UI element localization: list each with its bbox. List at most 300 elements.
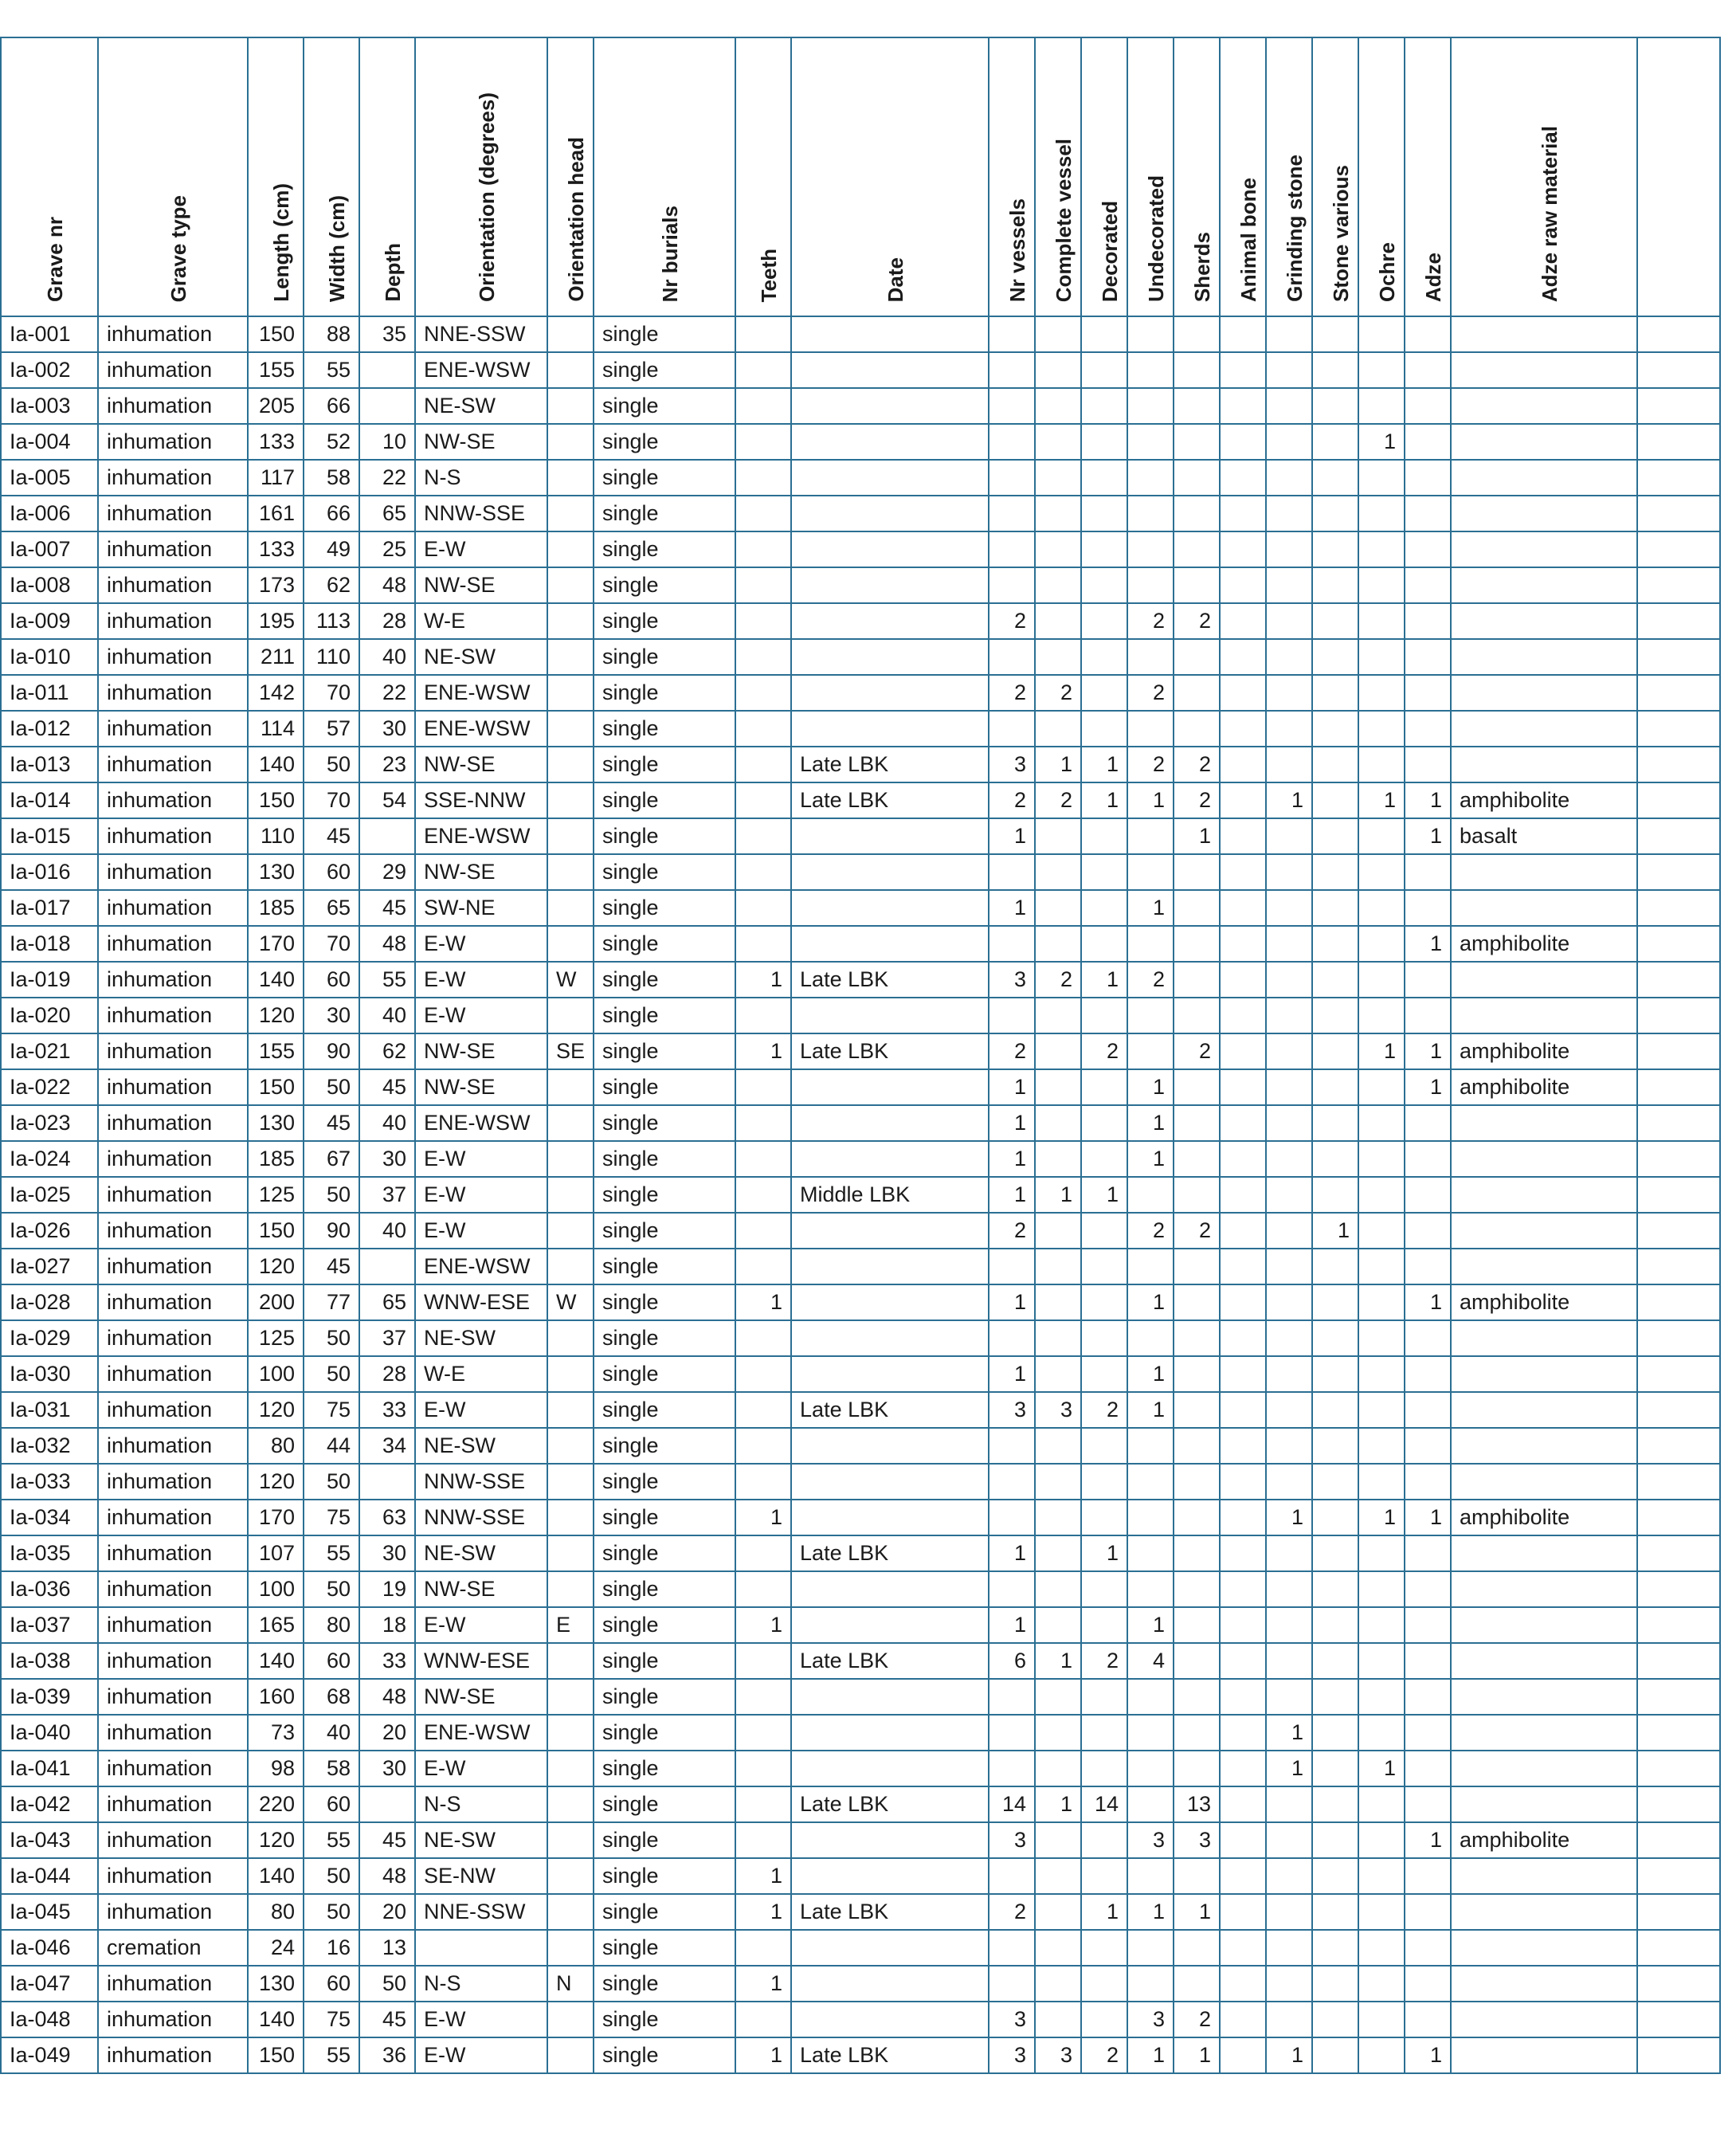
table-cell	[1266, 818, 1312, 854]
table-cell	[1405, 567, 1451, 603]
table-cell	[1127, 818, 1174, 854]
table-cell: Ia-003	[1, 388, 98, 424]
table-cell: 24	[248, 1930, 304, 1966]
table-cell: inhumation	[98, 962, 248, 998]
table-cell	[1637, 854, 1720, 890]
table-cell	[1035, 1715, 1081, 1751]
table-cell: amphibolite	[1451, 926, 1637, 962]
table-cell	[1220, 1320, 1266, 1356]
table-cell	[989, 711, 1035, 747]
column-header-label: Adze raw material	[1538, 125, 1562, 302]
table-cell	[1174, 854, 1220, 890]
table-row	[1, 1249, 1720, 1284]
table-cell: inhumation	[98, 1213, 248, 1249]
table-cell	[1405, 1607, 1451, 1643]
table-cell	[1312, 1822, 1358, 1858]
table-cell: Ia-021	[1, 1033, 98, 1069]
table-cell: 40	[304, 1715, 359, 1751]
column-header-label: Decorated	[1098, 200, 1123, 302]
table-cell	[735, 1679, 791, 1715]
table-cell	[1266, 1894, 1312, 1930]
table-cell	[1451, 460, 1637, 496]
table-cell	[1358, 1966, 1405, 2002]
table-row	[1, 1428, 1720, 1464]
table-cell	[1220, 998, 1266, 1033]
table-cell: 48	[359, 1679, 415, 1715]
table-cell	[735, 1392, 791, 1428]
table-cell	[1358, 496, 1405, 531]
table-cell	[735, 424, 791, 460]
table-cell: inhumation	[98, 531, 248, 567]
table-cell: 2	[1127, 962, 1174, 998]
table-cell: 60	[304, 854, 359, 890]
table-cell: NW-SE	[415, 1033, 547, 1069]
table-cell: Late LBK	[791, 1392, 989, 1428]
table-cell	[791, 2002, 989, 2037]
table-cell: 1	[735, 2037, 791, 2073]
table-cell	[1405, 388, 1451, 424]
table-cell: 20	[359, 1715, 415, 1751]
table-cell	[1127, 711, 1174, 747]
table-row	[1, 1643, 1720, 1679]
table-cell	[1174, 1177, 1220, 1213]
table-cell	[1312, 1069, 1358, 1105]
table-cell	[1035, 1751, 1081, 1786]
table-row	[1, 818, 1720, 854]
table-cell: inhumation	[98, 1966, 248, 2002]
table-cell: inhumation	[98, 747, 248, 782]
table-cell: 30	[359, 1751, 415, 1786]
table-cell: single	[594, 1930, 735, 1966]
table-cell: 62	[304, 567, 359, 603]
table-cell	[1637, 1141, 1720, 1177]
table-cell	[791, 1320, 989, 1356]
table-cell	[1035, 1822, 1081, 1858]
table-cell	[1266, 1069, 1312, 1105]
table-cell: Ia-002	[1, 352, 98, 388]
column-header-label: Depth	[381, 243, 405, 302]
table-cell: 1	[1405, 1500, 1451, 1535]
table-cell	[1405, 1392, 1451, 1428]
table-cell	[1035, 711, 1081, 747]
table-cell: 161	[248, 496, 304, 531]
column-header-label: Nr vessels	[1005, 198, 1030, 302]
table-cell: 1	[1035, 1177, 1081, 1213]
table-cell	[1358, 1105, 1405, 1141]
column-header-label: Complete vessel	[1052, 138, 1076, 302]
table-cell	[1035, 1069, 1081, 1105]
table-cell	[1637, 747, 1720, 782]
table-cell: 100	[248, 1571, 304, 1607]
table-cell	[1220, 496, 1266, 531]
table-cell	[1451, 316, 1637, 352]
table-cell	[989, 1249, 1035, 1284]
table-cell: 28	[359, 603, 415, 639]
table-cell: inhumation	[98, 603, 248, 639]
table-cell	[1637, 1392, 1720, 1428]
table-cell: 150	[248, 1213, 304, 1249]
table-cell	[1266, 1679, 1312, 1715]
table-cell	[1451, 1894, 1637, 1930]
table-cell	[989, 316, 1035, 352]
table-cell	[1220, 1284, 1266, 1320]
table-cell	[1312, 1715, 1358, 1751]
table-cell	[1220, 1679, 1266, 1715]
table-cell: 55	[304, 352, 359, 388]
table-cell	[1312, 1894, 1358, 1930]
table-cell	[1220, 1535, 1266, 1571]
table-cell	[989, 1320, 1035, 1356]
table-cell	[1035, 531, 1081, 567]
table-cell	[1035, 854, 1081, 890]
table-cell	[1637, 1105, 1720, 1141]
table-cell	[1266, 1320, 1312, 1356]
table-cell: 77	[304, 1284, 359, 1320]
table-cell	[791, 496, 989, 531]
table-cell	[1637, 1249, 1720, 1284]
table-cell	[1451, 1858, 1637, 1894]
table-cell	[1081, 1105, 1127, 1141]
table-cell	[1035, 388, 1081, 424]
column-header	[791, 37, 989, 316]
table-cell	[1081, 1141, 1127, 1177]
column-header	[547, 37, 594, 316]
table-cell: 30	[359, 711, 415, 747]
table-cell	[1312, 890, 1358, 926]
table-cell	[1358, 675, 1405, 711]
table-cell: single	[594, 1679, 735, 1715]
table-row	[1, 1607, 1720, 1643]
table-cell: 1	[1035, 1786, 1081, 1822]
table-cell: 2	[1081, 2037, 1127, 2073]
table-cell: 34	[359, 1428, 415, 1464]
table-row	[1, 1105, 1720, 1141]
table-cell	[791, 1751, 989, 1786]
table-cell	[1081, 496, 1127, 531]
table-cell	[1637, 998, 1720, 1033]
table-cell: Ia-038	[1, 1643, 98, 1679]
table-cell	[547, 1464, 594, 1500]
table-cell	[989, 1464, 1035, 1500]
table-cell: 29	[359, 854, 415, 890]
table-cell	[1312, 1464, 1358, 1500]
table-cell	[547, 1679, 594, 1715]
table-cell	[1451, 1464, 1637, 1500]
table-cell: 113	[304, 603, 359, 639]
table-cell: 1	[1127, 890, 1174, 926]
table-cell: 140	[248, 2002, 304, 2037]
table-cell	[1220, 926, 1266, 962]
table-cell: Ia-008	[1, 567, 98, 603]
table-cell: 60	[304, 1786, 359, 1822]
table-cell	[1312, 1643, 1358, 1679]
table-cell	[1405, 1141, 1451, 1177]
table-cell: SW-NE	[415, 890, 547, 926]
table-cell: 40	[359, 1213, 415, 1249]
table-cell	[1312, 1428, 1358, 1464]
table-cell	[1174, 1320, 1220, 1356]
table-cell	[735, 1535, 791, 1571]
table-cell	[1266, 1822, 1312, 1858]
table-cell	[1220, 639, 1266, 675]
column-header-label: Teeth	[757, 248, 782, 302]
table-cell: single	[594, 962, 735, 998]
table-cell: 130	[248, 854, 304, 890]
table-cell: 1	[1405, 1822, 1451, 1858]
table-cell	[1405, 1213, 1451, 1249]
table-cell	[1405, 1751, 1451, 1786]
table-cell: single	[594, 1607, 735, 1643]
table-row	[1, 1715, 1720, 1751]
table-cell	[1405, 1105, 1451, 1141]
table-cell	[1312, 603, 1358, 639]
table-cell	[1637, 603, 1720, 639]
table-cell: single	[594, 1966, 735, 2002]
table-cell: Late LBK	[791, 1894, 989, 1930]
table-cell	[1312, 1786, 1358, 1822]
table-cell	[1220, 460, 1266, 496]
table-cell: single	[594, 603, 735, 639]
table-cell	[1358, 1320, 1405, 1356]
table-cell: single	[594, 1822, 735, 1858]
table-cell: E-W	[415, 962, 547, 998]
column-header-label: Undecorated	[1144, 175, 1169, 302]
table-cell: 205	[248, 388, 304, 424]
table-cell	[1451, 2037, 1637, 2073]
table-cell: 70	[304, 675, 359, 711]
table-cell: Ia-040	[1, 1715, 98, 1751]
table-cell	[1174, 1679, 1220, 1715]
table-cell	[547, 1105, 594, 1141]
table-cell	[1266, 711, 1312, 747]
table-cell: 100	[248, 1356, 304, 1392]
table-cell	[1127, 1571, 1174, 1607]
table-cell: 1	[1127, 1069, 1174, 1105]
table-cell	[547, 1715, 594, 1751]
table-cell	[1127, 1428, 1174, 1464]
table-cell: 45	[359, 890, 415, 926]
table-cell: 1	[989, 1177, 1035, 1213]
table-cell	[1127, 1930, 1174, 1966]
table-cell	[1127, 639, 1174, 675]
table-cell: 1	[735, 1894, 791, 1930]
table-cell	[1035, 1966, 1081, 2002]
column-header	[248, 37, 304, 316]
table-cell	[547, 1356, 594, 1392]
table-cell: 1	[1081, 782, 1127, 818]
table-cell	[989, 639, 1035, 675]
table-cell	[791, 1679, 989, 1715]
table-row	[1, 1500, 1720, 1535]
table-cell	[1312, 496, 1358, 531]
table-cell	[1451, 962, 1637, 998]
table-cell	[1451, 424, 1637, 460]
table-cell	[1266, 388, 1312, 424]
table-cell	[1312, 316, 1358, 352]
table-cell	[1035, 1249, 1081, 1284]
table-cell	[547, 1141, 594, 1177]
table-cell	[1312, 2037, 1358, 2073]
table-cell	[1081, 1069, 1127, 1105]
table-cell	[1035, 1464, 1081, 1500]
table-cell: 2	[1174, 1213, 1220, 1249]
table-cell	[1312, 1141, 1358, 1177]
table-cell	[1266, 1428, 1312, 1464]
table-cell	[547, 1069, 594, 1105]
table-cell: inhumation	[98, 1858, 248, 1894]
table-cell: 28	[359, 1356, 415, 1392]
table-cell	[1220, 962, 1266, 998]
column-header-label: Grinding stone	[1283, 155, 1307, 302]
table-cell	[1127, 1786, 1174, 1822]
table-cell: inhumation	[98, 1715, 248, 1751]
table-cell: NE-SW	[415, 1428, 547, 1464]
table-cell: inhumation	[98, 2002, 248, 2037]
table-cell	[547, 1535, 594, 1571]
column-header-label: Orientation head	[564, 137, 589, 302]
table-cell: Late LBK	[791, 1643, 989, 1679]
table-cell: 60	[304, 962, 359, 998]
table-cell	[791, 1858, 989, 1894]
table-cell: E-W	[415, 998, 547, 1033]
table-cell: inhumation	[98, 675, 248, 711]
table-cell	[1312, 1392, 1358, 1428]
table-row	[1, 1033, 1720, 1069]
table-cell: Ia-043	[1, 1822, 98, 1858]
table-row	[1, 890, 1720, 926]
table-cell	[1637, 1679, 1720, 1715]
table-cell	[1220, 1786, 1266, 1822]
table-cell: E-W	[415, 1213, 547, 1249]
table-cell	[1035, 1320, 1081, 1356]
table-cell	[1266, 1607, 1312, 1643]
table-cell	[547, 1571, 594, 1607]
table-cell	[989, 531, 1035, 567]
table-row	[1, 1679, 1720, 1715]
table-cell: 1	[989, 818, 1035, 854]
table-cell: inhumation	[98, 567, 248, 603]
table-cell	[1081, 711, 1127, 747]
table-cell: 55	[304, 1822, 359, 1858]
table-cell: Ia-033	[1, 1464, 98, 1500]
table-cell: 140	[248, 1858, 304, 1894]
table-cell: 40	[359, 998, 415, 1033]
table-cell: single	[594, 675, 735, 711]
table-cell: inhumation	[98, 1679, 248, 1715]
table-cell: 114	[248, 711, 304, 747]
table-cell: single	[594, 1141, 735, 1177]
table-cell	[1312, 639, 1358, 675]
table-cell: 1	[1405, 1069, 1451, 1105]
table-cell: 1	[1081, 1894, 1127, 1930]
table-cell	[1081, 388, 1127, 424]
table-cell: 2	[1127, 1213, 1174, 1249]
table-cell	[1637, 388, 1720, 424]
table-cell	[547, 1320, 594, 1356]
table-cell	[791, 890, 989, 926]
table-cell	[1637, 639, 1720, 675]
table-cell	[1266, 890, 1312, 926]
table-cell	[1127, 1500, 1174, 1535]
table-cell: single	[594, 1894, 735, 1930]
table-cell	[1127, 926, 1174, 962]
table-cell	[735, 1249, 791, 1284]
table-cell	[547, 711, 594, 747]
column-header	[1127, 37, 1174, 316]
table-cell	[791, 1284, 989, 1320]
table-cell: single	[594, 747, 735, 782]
table-cell: NW-SE	[415, 747, 547, 782]
table-cell	[989, 460, 1035, 496]
table-cell: 30	[359, 1535, 415, 1571]
table-cell	[1637, 926, 1720, 962]
table-cell	[1637, 1284, 1720, 1320]
table-cell	[1220, 1751, 1266, 1786]
table-cell	[1312, 388, 1358, 424]
table-cell: Ia-049	[1, 2037, 98, 2073]
table-cell: 1	[1081, 1177, 1127, 1213]
table-cell: 1	[1266, 2037, 1312, 2073]
table-cell	[1266, 1392, 1312, 1428]
table-cell: Ia-009	[1, 603, 98, 639]
table-cell	[1220, 1966, 1266, 2002]
table-cell: 3	[1035, 2037, 1081, 2073]
table-cell	[1451, 1679, 1637, 1715]
table-cell	[1451, 1715, 1637, 1751]
table-cell: 66	[304, 496, 359, 531]
table-cell	[1127, 1177, 1174, 1213]
table-cell	[1035, 1213, 1081, 1249]
table-cell: 1	[1266, 1715, 1312, 1751]
table-cell	[547, 567, 594, 603]
table-cell: single	[594, 854, 735, 890]
table-cell	[1637, 352, 1720, 388]
grave-table	[0, 37, 1721, 2074]
table-cell: 185	[248, 890, 304, 926]
table-cell	[1312, 1607, 1358, 1643]
table-row	[1, 1177, 1720, 1213]
table-cell	[1220, 1392, 1266, 1428]
table-cell: 50	[304, 1571, 359, 1607]
table-header	[1, 37, 1720, 316]
table-row	[1, 1822, 1720, 1858]
table-cell: 48	[359, 1858, 415, 1894]
table-cell: single	[594, 1069, 735, 1105]
table-cell	[1637, 2037, 1720, 2073]
table-cell	[1358, 1249, 1405, 1284]
table-cell: E-W	[415, 926, 547, 962]
table-cell	[1451, 1751, 1637, 1786]
table-cell: 1	[1127, 1141, 1174, 1177]
table-cell	[1312, 926, 1358, 962]
table-cell	[1035, 1571, 1081, 1607]
table-cell: 120	[248, 998, 304, 1033]
table-cell: ENE-WSW	[415, 711, 547, 747]
table-cell	[791, 1607, 989, 1643]
table-cell	[1127, 1715, 1174, 1751]
table-cell	[359, 352, 415, 388]
table-cell: NW-SE	[415, 1679, 547, 1715]
column-header	[1358, 37, 1405, 316]
table-cell	[1127, 1464, 1174, 1500]
table-cell	[989, 854, 1035, 890]
table-cell	[547, 460, 594, 496]
table-row	[1, 782, 1720, 818]
table-cell: 80	[248, 1894, 304, 1930]
table-cell	[1220, 316, 1266, 352]
table-cell: 1	[1358, 424, 1405, 460]
table-cell	[1174, 639, 1220, 675]
